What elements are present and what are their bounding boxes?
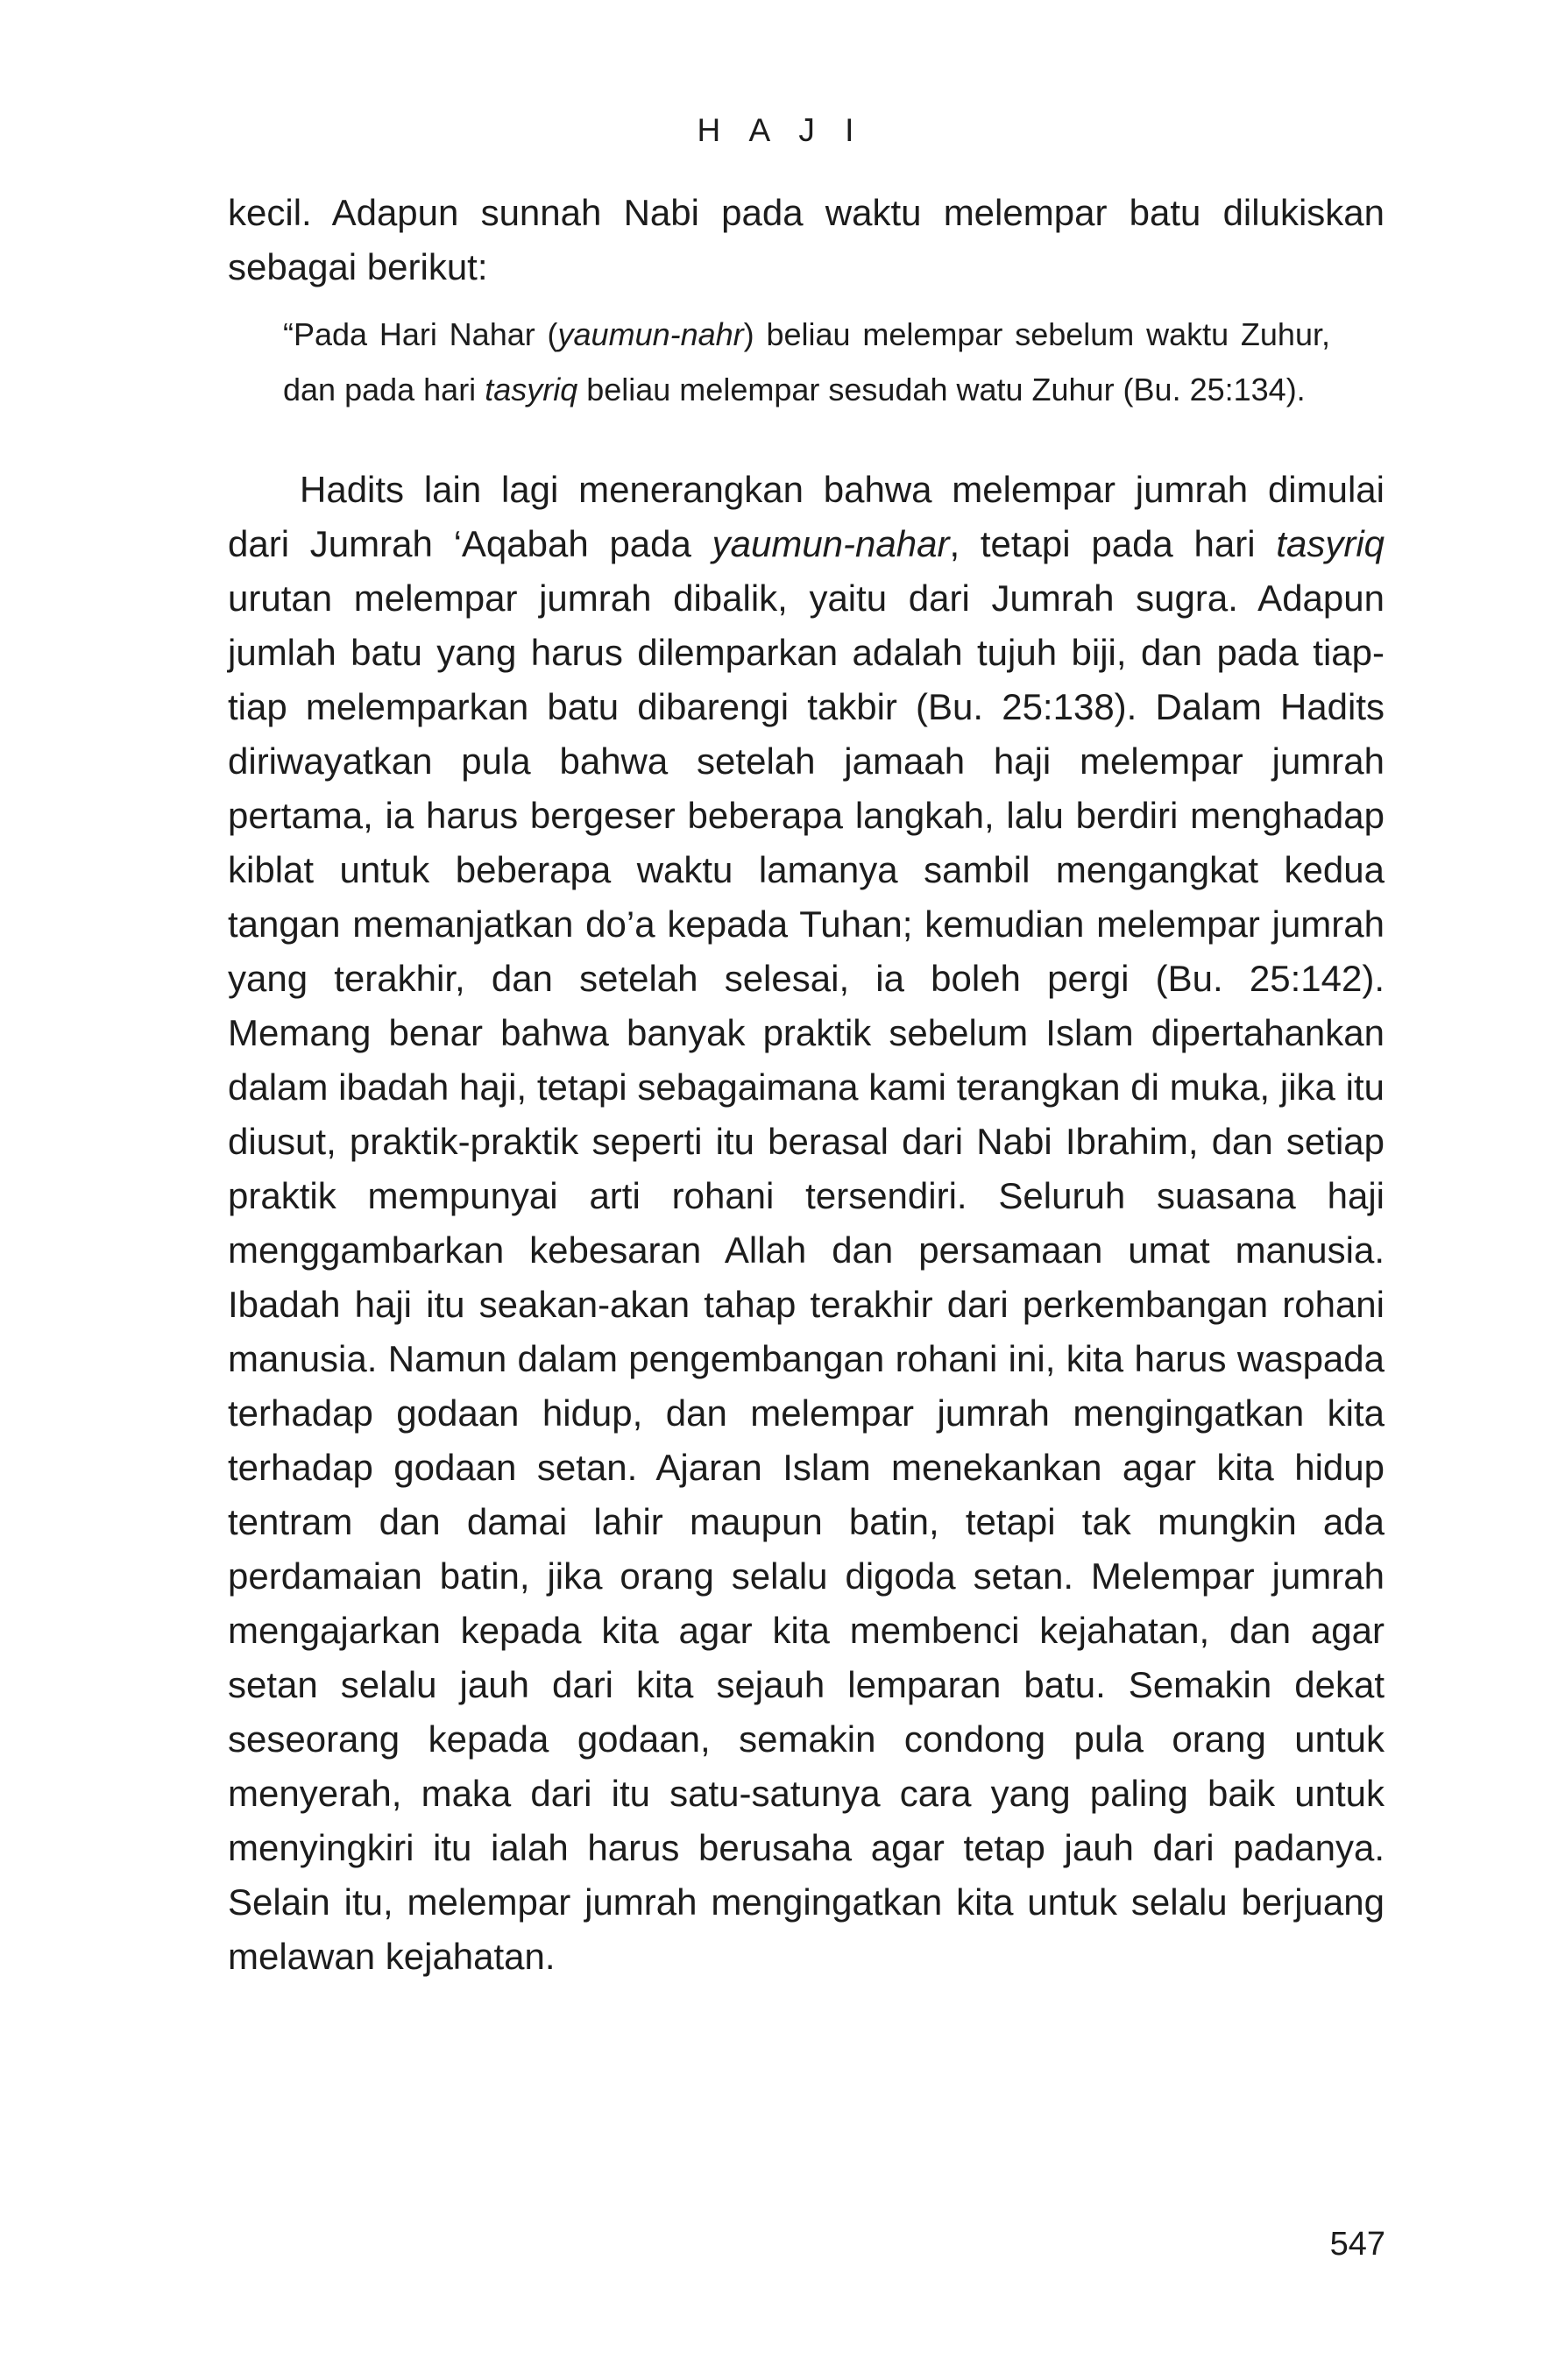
quote-text: “Pada Hari Nahar (: [283, 316, 558, 352]
paragraph-text: urutan melempar jumrah dibalik, yaitu dari Jumrah sugra. Adapun jumlah batu yang harus dilemparkan adalah tujuh biji, dan pada tiap-tiap melemparkan batu dibarengi takbir (Bu. 25:138). Dalam Hadits diriwayatkan pula bahwa setelah jamaah haji melempar jumrah pertama, ia harus bergeser beberapa langkah, lalu berdiri menghadap kiblat untuk beberapa waktu lamanya sambil mengangkat kedua tangan memanjatkan do’a kepada Tuhan; kemudian melempar jumrah yang terakhir, dan setelah selesai, ia boleh pergi (Bu. 25:142). Memang benar bahwa banyak praktik sebelum Islam dipertahankan dalam ibadah haji, tetapi sebagaimana kami terangkan di muka, jika itu diusut, praktik-praktik seperti itu berasal dari Nabi Ibrahim, dan setiap praktik mempunyai arti rohani tersendiri. Seluruh suasana haji menggambarkan kebesaran Allah dan persamaan umat manusia. Ibadah haji itu seakan-akan tahap terakhir dari perkembangan rohani manusia. Namun dalam pengembangan rohani ini, kita harus waspada terhadap godaan hidup, dan melempar jumrah mengingatkan kita terhadap godaan setan. Ajaran Islam menekankan agar kita hidup tentram dan damai lahir maupun batin, tetapi tak mungkin ada perdamaian batin, jika orang selalu digoda setan. Melempar jumrah mengajarkan kepada kita agar kita membenci kejahatan, dan agar setan selalu jauh dari kita sejauh lemparan batu. Semakin dekat seseorang kepada godaan, semakin condong pula orang untuk menyerah, maka dari itu satu-satunya cara yang paling baik untuk menyingkiri itu ialah harus berusaha agar tetap jauh dari padanya. Selain itu, melempar jumrah mengingatkan kita untuk selalu berjuang melawan kejahatan.: [228, 577, 1385, 1977]
paragraph-text: Hadits lain lagi menerangkan bahwa melempar jumrah dimulai dari Jumrah ‘Aqabah pada: [228, 469, 1385, 564]
main-paragraph: [228, 463, 1385, 1984]
page-body: [228, 186, 1385, 1984]
paragraph-text: , tetapi pada hari: [949, 523, 1277, 564]
quote-text: ) beliau melempar sebelum waktu Zuhur, dan pada hari: [283, 316, 1330, 407]
intro-paragraph: kecil. Adapun sunnah Nabi pada waktu melempar batu dilukiskan sebagai berikut:: [228, 192, 1385, 287]
hadith-quote: [283, 307, 1330, 417]
italic-term: tasyriq: [1276, 523, 1385, 564]
quote-text: beliau melempar sesudah watu Zuhur (Bu. 25:134).: [577, 372, 1306, 407]
page-number: 547: [1329, 2226, 1385, 2263]
quote-italic-term: tasyriq: [485, 372, 578, 407]
quote-italic-term: yaumun-nahr: [557, 316, 744, 352]
italic-term: yaumun-nahar: [712, 523, 950, 564]
running-header: H A J I: [697, 112, 865, 148]
